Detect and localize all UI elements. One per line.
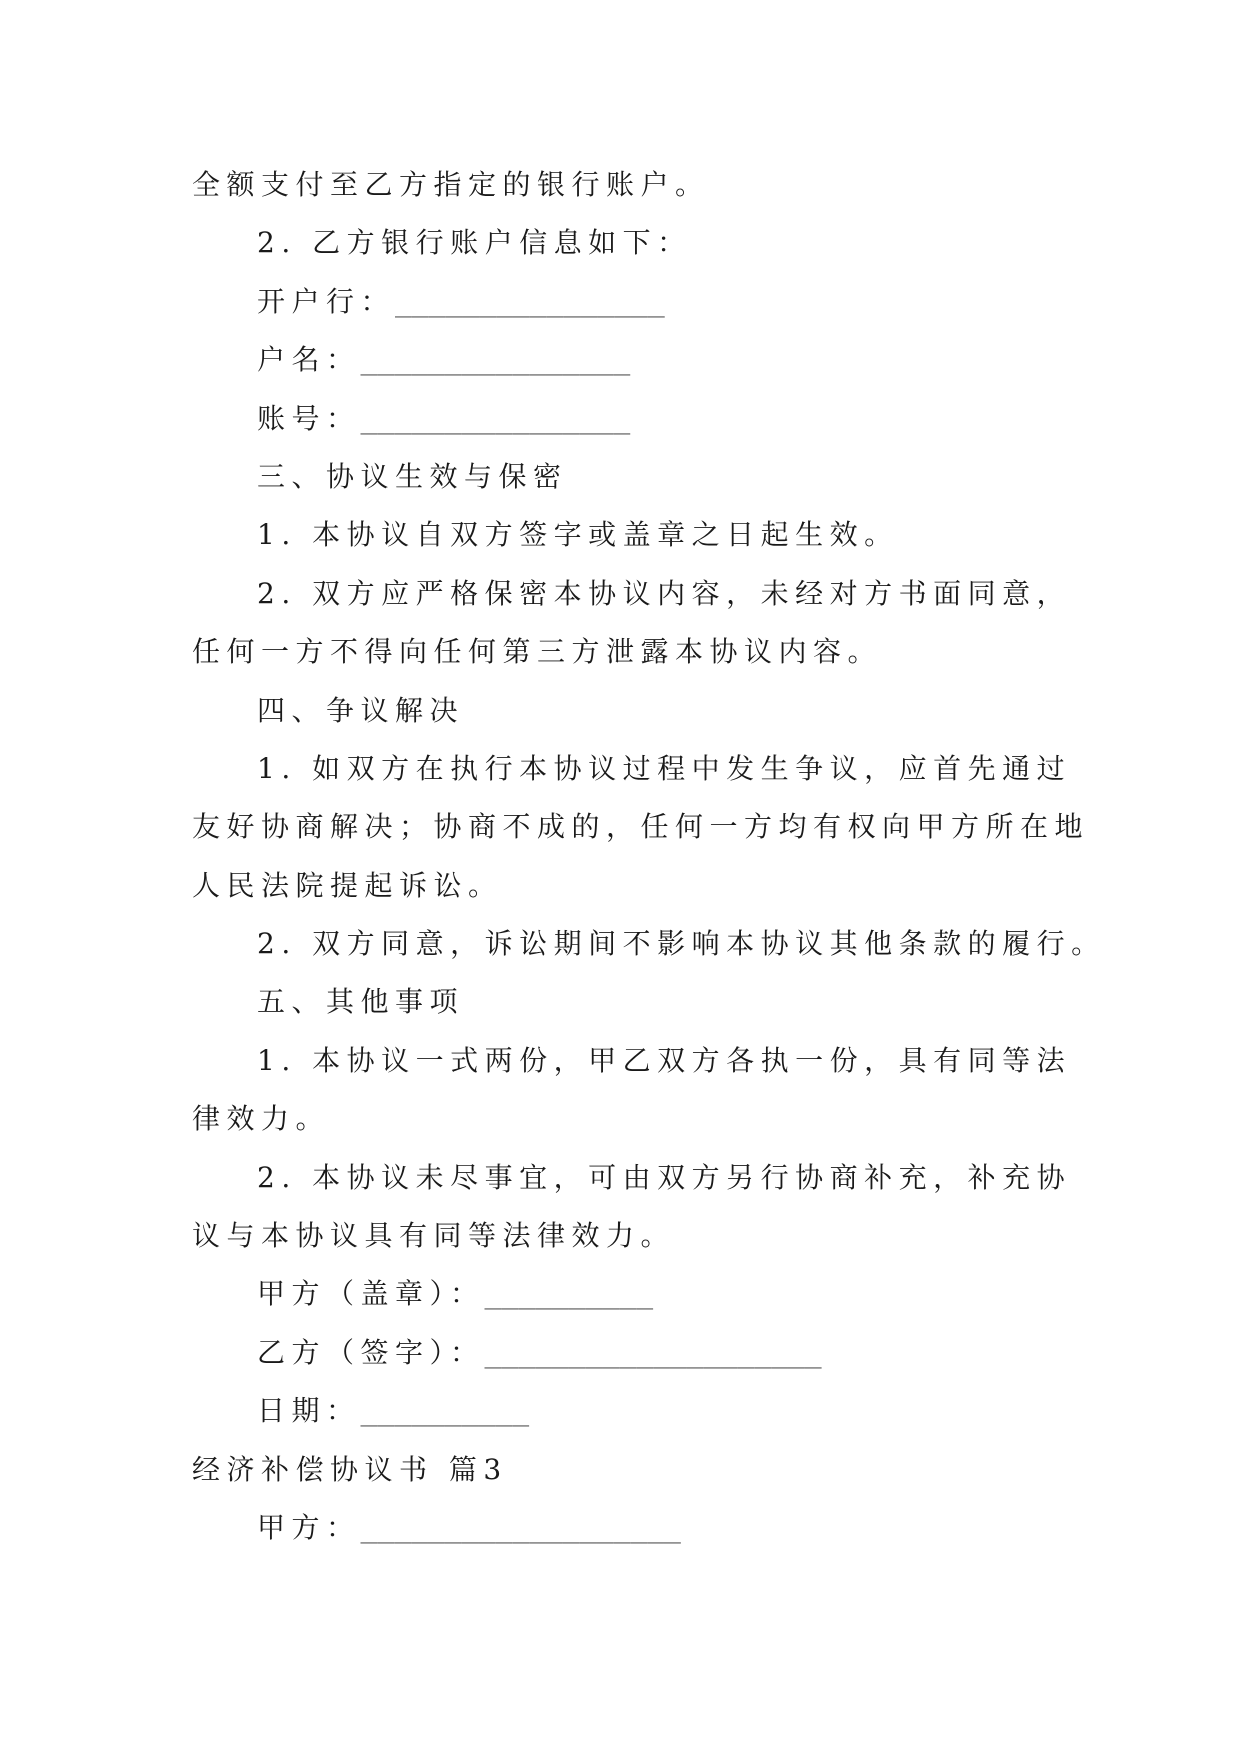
paragraph-line: 任何一方不得向任何第三方泄露本协议内容。 bbox=[192, 635, 883, 669]
section-heading: 三、协议生效与保密 bbox=[257, 459, 568, 493]
paragraph-line: 人民法院提起诉讼。 bbox=[192, 868, 503, 902]
paragraph-line: 1. 本协议一式两份，甲乙双方各执一份，具有同等法 bbox=[257, 1043, 1072, 1077]
section-heading: 五、其他事项 bbox=[257, 985, 465, 1019]
party-a-line bbox=[192, 1499, 1052, 1557]
field-label: 户名： bbox=[257, 343, 361, 377]
fill-in-blank: ____________________ bbox=[484, 1335, 822, 1369]
field-label: 开户行： bbox=[257, 284, 396, 318]
paragraph-line: 2. 双方同意，诉讼期间不影响本协议其他条款的履行。 bbox=[257, 927, 1106, 961]
fill-in-blank: __________ bbox=[484, 1277, 654, 1311]
field-label: 乙方（签字）： bbox=[257, 1335, 485, 1369]
section-heading: 四、争议解决 bbox=[257, 693, 465, 727]
document-body bbox=[192, 156, 1106, 1557]
paragraph-line: 2. 双方应严格保密本协议内容，未经对方书面同意， bbox=[257, 576, 1072, 610]
paragraph-line: 2. 乙方银行账户信息如下： bbox=[257, 226, 692, 260]
bank-field-line bbox=[192, 273, 1052, 331]
paragraph-line: 1. 如双方在执行本协议过程中发生争议，应首先通过 bbox=[257, 751, 1072, 785]
signature-line-party-b bbox=[192, 1324, 1052, 1382]
document-title: 经济补偿协议书 篇3 bbox=[192, 1452, 508, 1486]
paragraph-line: 律效力。 bbox=[192, 1102, 331, 1136]
signature-line-party-a bbox=[192, 1265, 1052, 1323]
field-label: 日期： bbox=[257, 1394, 361, 1428]
paragraph-line: 全额支付至乙方指定的银行账户。 bbox=[192, 168, 710, 201]
fill-in-blank: ________________ bbox=[360, 401, 631, 435]
field-label: 甲方： bbox=[257, 1510, 361, 1544]
paragraph-line: 2. 本协议未尽事宜，可由双方另行协商补充，补充协 bbox=[257, 1160, 1072, 1194]
field-label: 甲方（盖章）： bbox=[257, 1277, 485, 1311]
paragraph-line: 议与本协议具有同等法律效力。 bbox=[192, 1219, 676, 1253]
paragraph-line: 友好协商解决；协商不成的，任何一方均有权向甲方所在地 bbox=[192, 810, 1090, 844]
fill-in-blank: ________________ bbox=[360, 343, 631, 377]
date-line bbox=[192, 1382, 1052, 1440]
fill-in-blank: ________________ bbox=[395, 284, 665, 318]
paragraph-line: 1. 本协议自双方签字或盖章之日起生效。 bbox=[257, 518, 899, 552]
bank-field-line bbox=[192, 390, 1052, 448]
bank-field-line bbox=[192, 331, 1052, 389]
fill-in-blank: ___________________ bbox=[360, 1510, 681, 1544]
fill-in-blank: __________ bbox=[360, 1394, 530, 1428]
field-label: 账号： bbox=[257, 401, 361, 435]
